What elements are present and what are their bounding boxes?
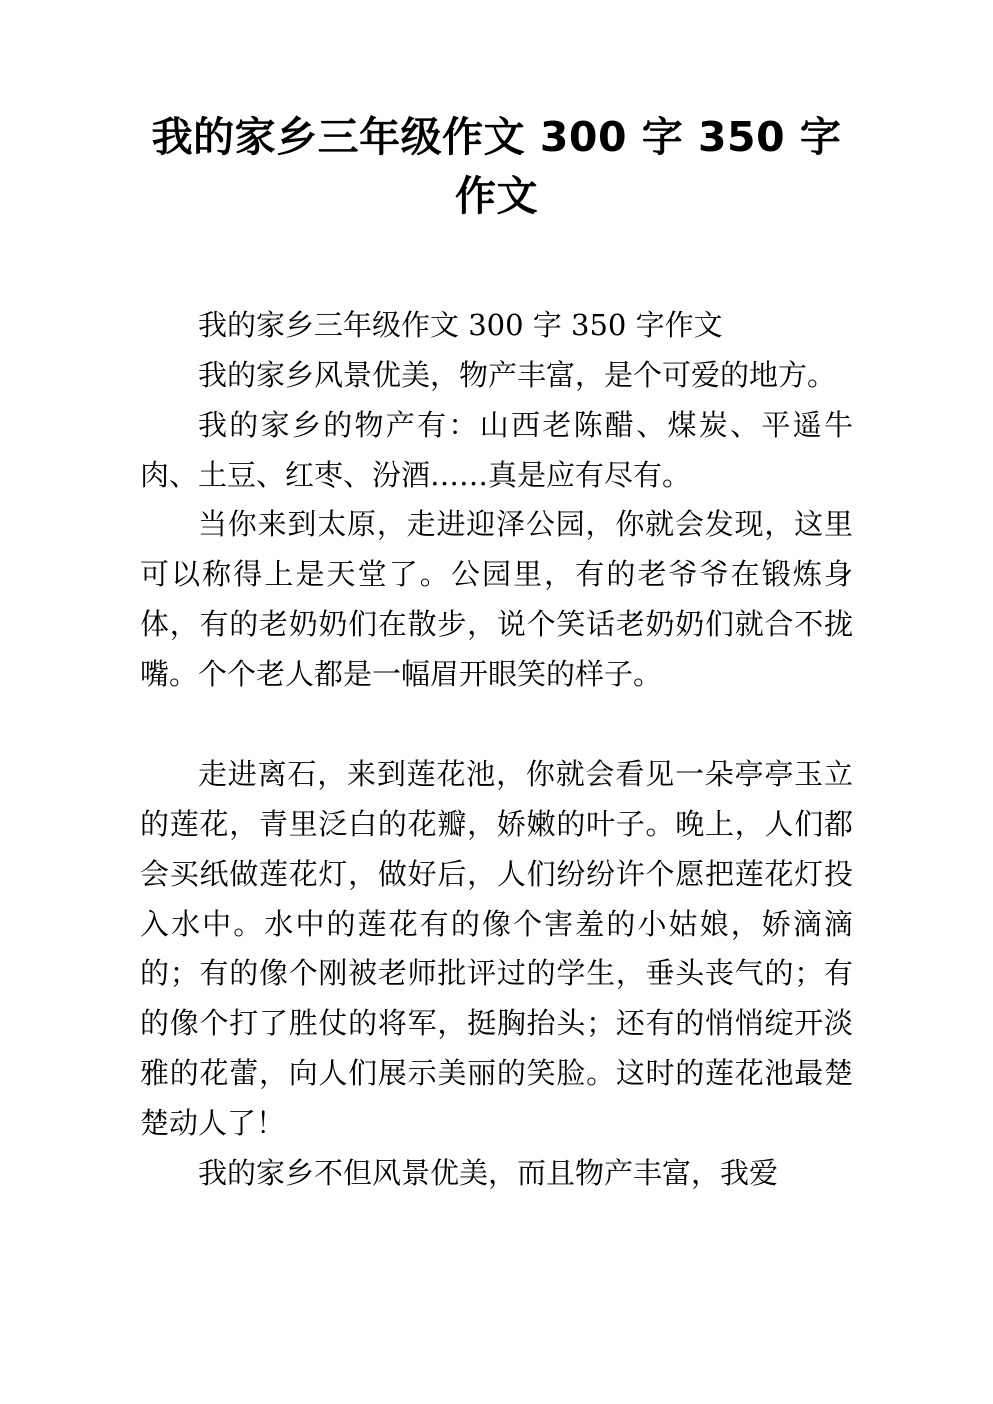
document-body bbox=[140, 301, 853, 1199]
paragraph: 我的家乡三年级作文 300 字 350 字作文 bbox=[198, 307, 723, 342]
paragraph: 我的家乡风景优美，物产丰富，是个可爱的地方。 bbox=[198, 357, 837, 392]
paragraph: 我的家乡的物产有：山西老陈醋、煤炭、平遥牛肉、土豆、红枣、汾酒……真是应有尽有。 bbox=[140, 407, 853, 492]
paragraph: 我的家乡不但风景优美，而且物产丰富，我爱 bbox=[198, 1155, 779, 1190]
page-title: 我的家乡三年级作文 300 字 350 字作文 bbox=[151, 113, 842, 221]
paragraph: 当你来到太原，走进迎泽公园，你就会发现，这里可以称得上是天堂了。公园里，有的老爷爷在锻炼身体，有的老奶奶们在散步，说个笑话老奶奶们就合不拢嘴。个个老人都是一幅眉开眼笑的样子。 bbox=[140, 507, 853, 691]
paragraph: 走进离石，来到莲花池，你就会看见一朵亭亭玉立的莲花，青里泛白的花瓣，娇嫩的叶子。晚上，人们都会买纸做莲花灯，做好后，人们纷纷许个愿把莲花灯投入水中。水中的莲花有的像个害羞的小姑娘，娇滴滴的；有的像个刚被老师批评过的学生，垂头丧气的；有的像个打了胜仗的将军，挺胸抬头；还有的悄悄绽开淡雅的花蕾，向人们展示美丽的笑脸。这时的莲花池最楚楚动人了！ bbox=[140, 756, 853, 1140]
paragraph-spacer bbox=[140, 700, 853, 750]
